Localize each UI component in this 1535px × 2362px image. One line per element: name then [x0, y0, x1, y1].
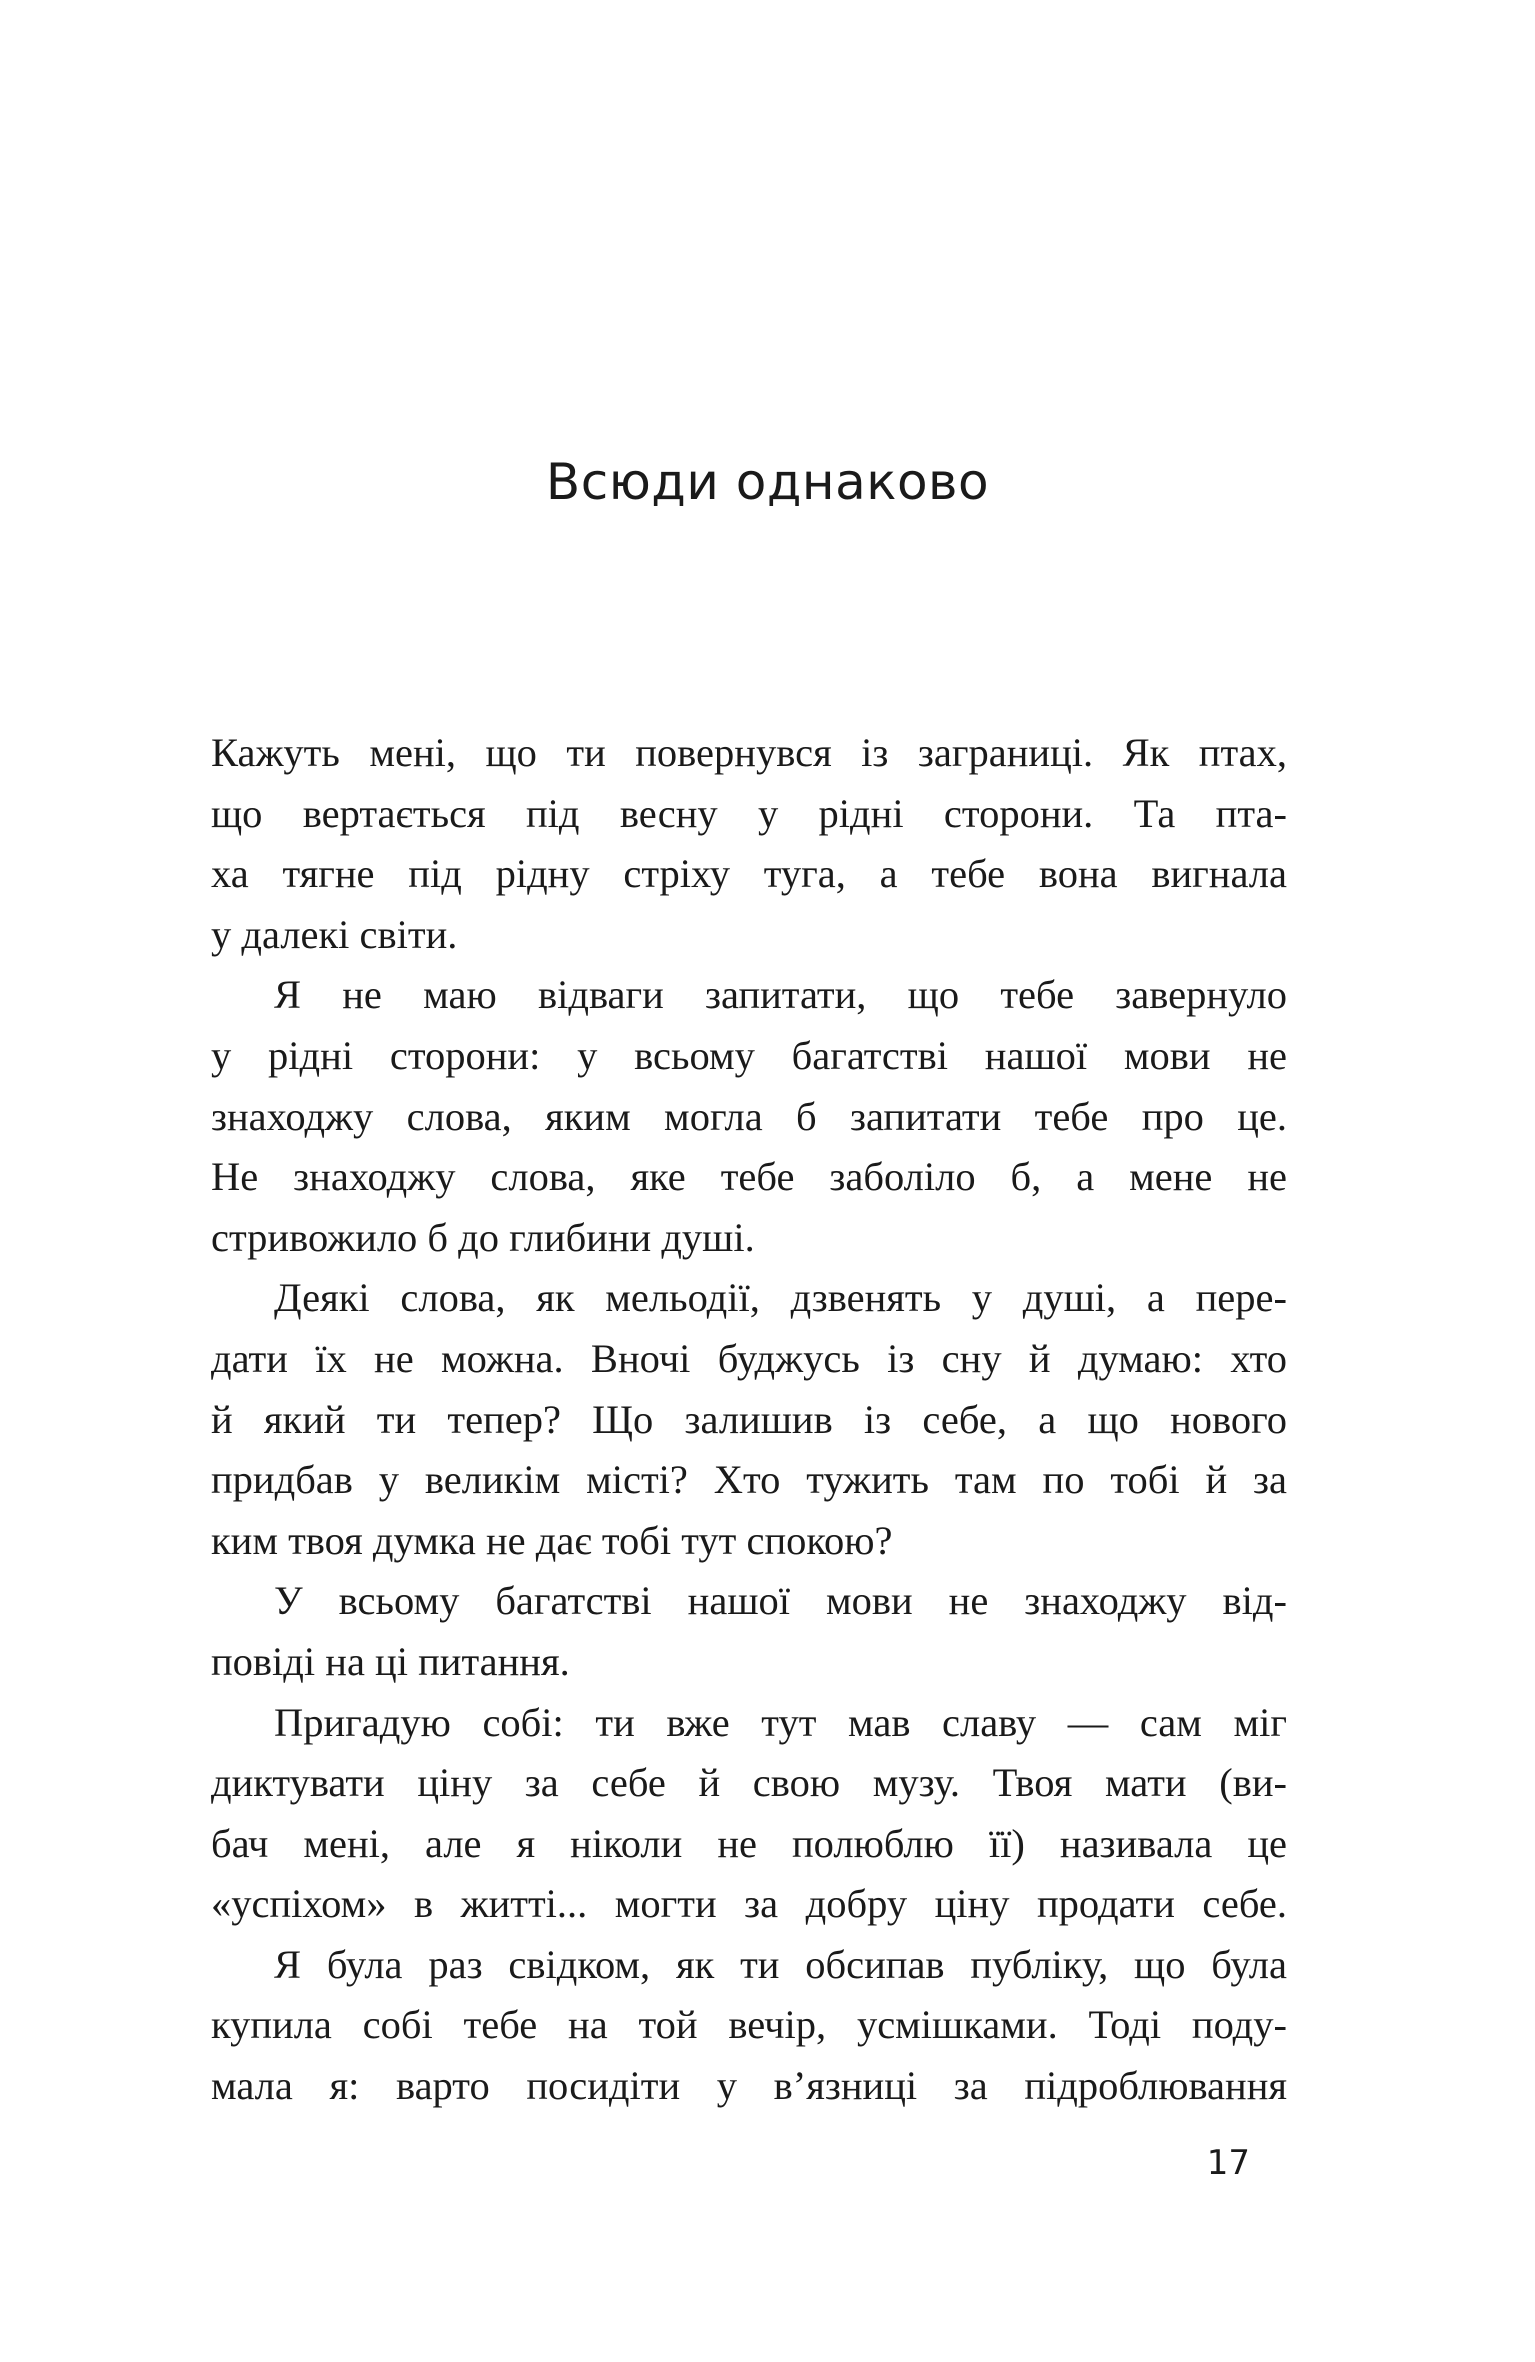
text-line: стривожило б до глибини душі. — [211, 1214, 755, 1260]
text-line: Не знаходжу слова, яке тебе заболіло б, а мене не — [211, 1154, 1287, 1200]
text-line: й який ти тепер? Що залишив із себе, а що нового — [211, 1396, 1287, 1442]
text-line: Я не маю відваги запитати, що тебе завернуло — [274, 972, 1287, 1018]
paragraph-4 — [211, 1571, 1287, 1692]
text-line: мала я: варто посидіти у в’язниці за підроблювання — [211, 2063, 1287, 2109]
paragraph-5 — [211, 1693, 1287, 1935]
text-line: купила собі тебе на той вечір, усмішками. Тоді поду- — [211, 2002, 1287, 2048]
body-text — [211, 723, 1287, 2117]
text-line: Деякі слова, як мельодії, дзвенять у душі, а пере- — [274, 1275, 1287, 1321]
paragraph-2 — [211, 965, 1287, 1268]
text-line: Я була раз свідком, як ти обсипав публіку, що була — [274, 1941, 1287, 1987]
text-line: Пригадую собі: ти вже тут мав славу — сам міг — [274, 1699, 1287, 1745]
text-line: «успіхом» в житті... могти за добру ціну продати себе. — [211, 1881, 1287, 1927]
text-line: знаходжу слова, яким могла б запитати тебе про це. — [211, 1093, 1287, 1139]
text-line: У всьому багатстві нашої мови не знаходжу від- — [274, 1578, 1287, 1624]
paragraph-3 — [211, 1268, 1287, 1571]
text-line: ким твоя думка не дає тобі тут спокою? — [211, 1517, 893, 1563]
text-line: бач мені, але я ніколи не полюблю її) називала це — [211, 1820, 1287, 1866]
paragraph-6 — [211, 1935, 1287, 2117]
text-line: дати їх не можна. Вночі буджусь із сну й думаю: хто — [211, 1335, 1287, 1381]
text-line: у далекі світи. — [211, 911, 458, 957]
paragraph-1 — [211, 723, 1287, 965]
page-number: 17 — [1206, 2143, 1250, 2183]
chapter-title: Всюди однаково — [545, 453, 990, 511]
text-line: диктувати ціну за себе й свою музу. Твоя мати (ви- — [211, 1760, 1287, 1806]
text-line: Кажуть мені, що ти повернувся із заграниці. Як птах, — [211, 730, 1287, 775]
text-line: повіді на ці питання. — [211, 1638, 570, 1684]
text-line: ха тягне під рідну стріху туга, а тебе вона вигнала — [211, 851, 1287, 897]
text-line: у рідні сторони: у всьому багатстві нашої мови не — [211, 1032, 1287, 1078]
text-line: що вертається під весну у рідні сторони. Та пта- — [211, 790, 1287, 836]
text-line: придбав у великім місті? Хто тужить там по тобі й за — [211, 1457, 1287, 1503]
